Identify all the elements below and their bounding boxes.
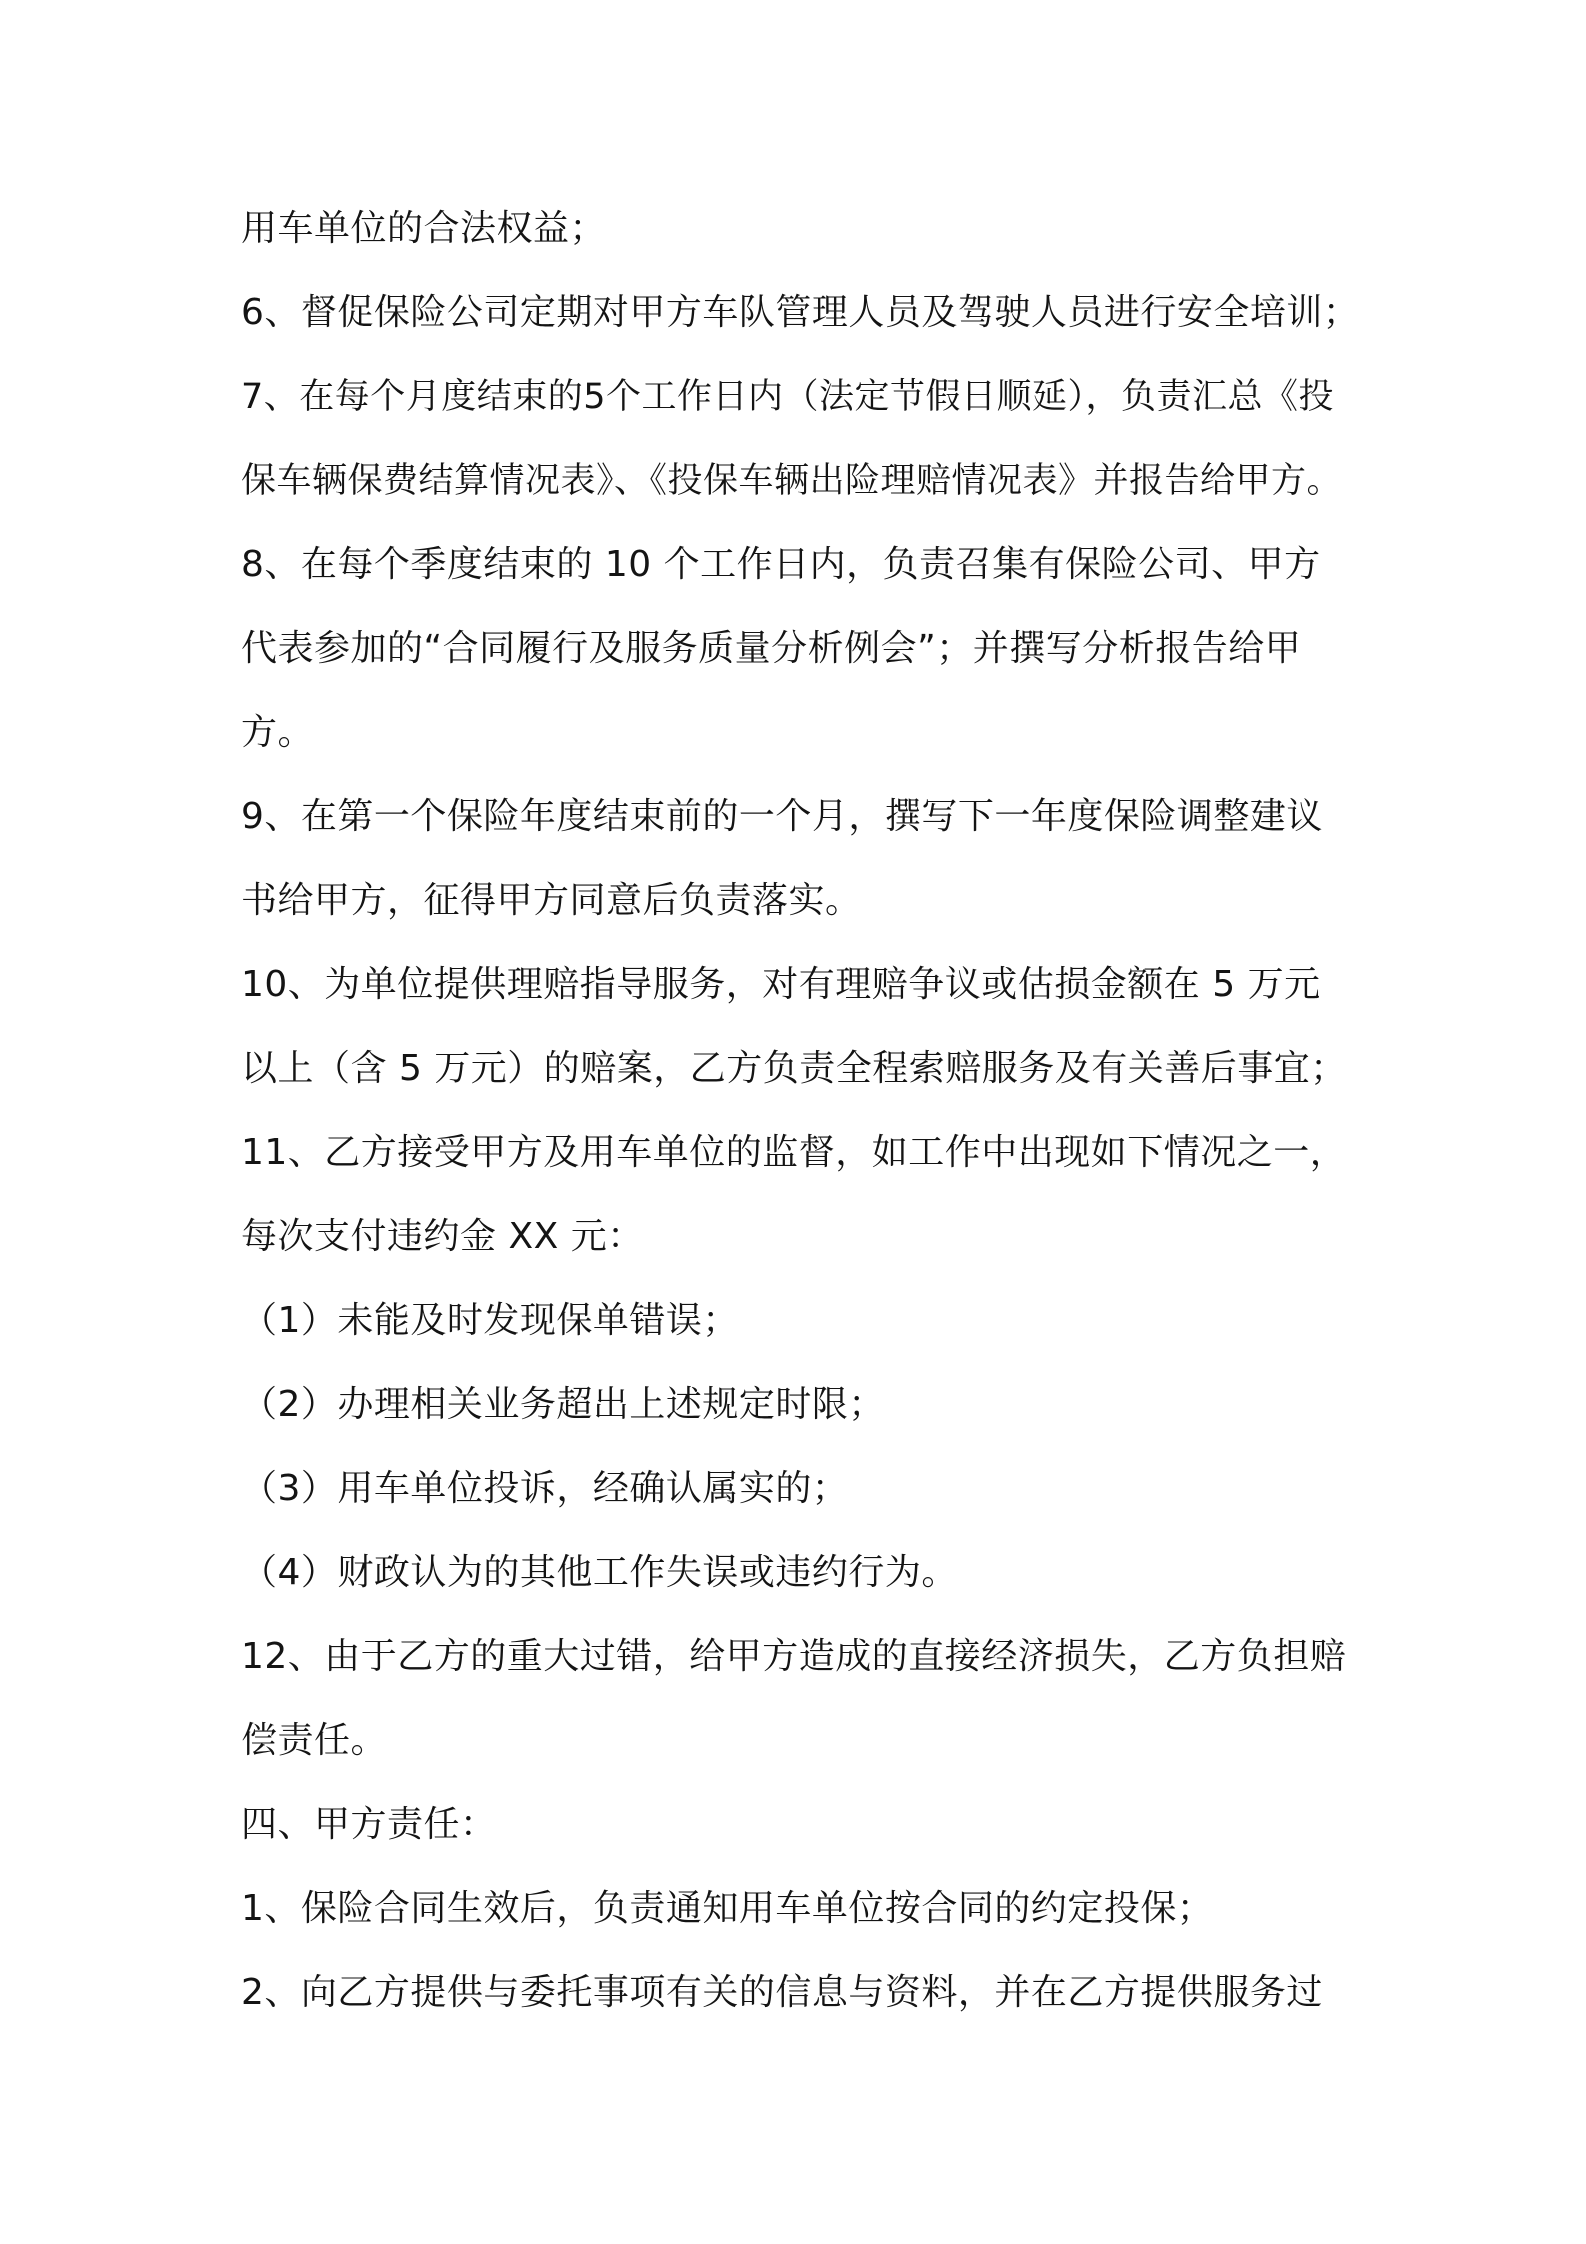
- list-item-line: （2）办理相关业务超出上述规定时限；: [241, 1384, 885, 1425]
- paragraph-line: 代表参加的“合同履行及服务质量分析例会”；并撰写分析报告给甲: [241, 628, 1302, 669]
- paragraph-line: 1、保险合同生效后，负责通知用车单位按合同的约定投保；: [241, 1888, 1214, 1929]
- paragraph-line: 每次支付违约金 XX 元：: [241, 1216, 644, 1257]
- paragraph-line: 2、向乙方提供与委托事项有关的信息与资料，并在乙方提供服务过: [241, 1972, 1323, 2013]
- paragraph-line: 书给甲方，征得甲方同意后负责落实。: [241, 880, 862, 921]
- list-item-line: （1）未能及时发现保单错误；: [241, 1300, 739, 1341]
- paragraph-line: 12、由于乙方的重大过错，给甲方造成的直接经济损失，乙方负担赔: [241, 1636, 1347, 1677]
- list-item-line: （3）用车单位投诉，经确认属实的；: [241, 1468, 849, 1509]
- section-heading: 四、甲方责任：: [241, 1804, 497, 1845]
- paragraph-line: 保车辆保费结算情况表》、《投保车辆出险理赔情况表》并报告给甲方。: [241, 461, 1343, 501]
- paragraph-line: 6、督促保险公司定期对甲方车队管理人员及驾驶人员进行安全培训；: [241, 292, 1360, 333]
- paragraph-line: 11、乙方接受甲方及用车单位的监督，如工作中出现如下情况之一，: [241, 1132, 1347, 1173]
- paragraph-line: 方。: [241, 712, 315, 753]
- paragraph-line: 偿责任。: [241, 1720, 388, 1761]
- paragraph-line: 用车单位的合法权益；: [241, 208, 607, 249]
- paragraph-line: 7、在每个月度结束的5个工作日内（法定节假日顺延），负责汇总《投: [241, 377, 1335, 417]
- list-item-line: （4）财政认为的其他工作失误或违约行为。: [241, 1552, 958, 1593]
- paragraph-line: 10、为单位提供理赔指导服务，对有理赔争议或估损金额在 5 万元: [241, 964, 1321, 1005]
- paragraph-line: 8、在每个季度结束的 10 个工作日内，负责召集有保险公司、甲方: [241, 544, 1321, 585]
- paragraph-line: 以上（含 5 万元）的赔案，乙方负责全程索赔服务及有关善后事宜；: [241, 1048, 1347, 1089]
- paragraph-line: 9、在第一个保险年度结束前的一个月，撰写下一年度保险调整建议: [241, 796, 1323, 837]
